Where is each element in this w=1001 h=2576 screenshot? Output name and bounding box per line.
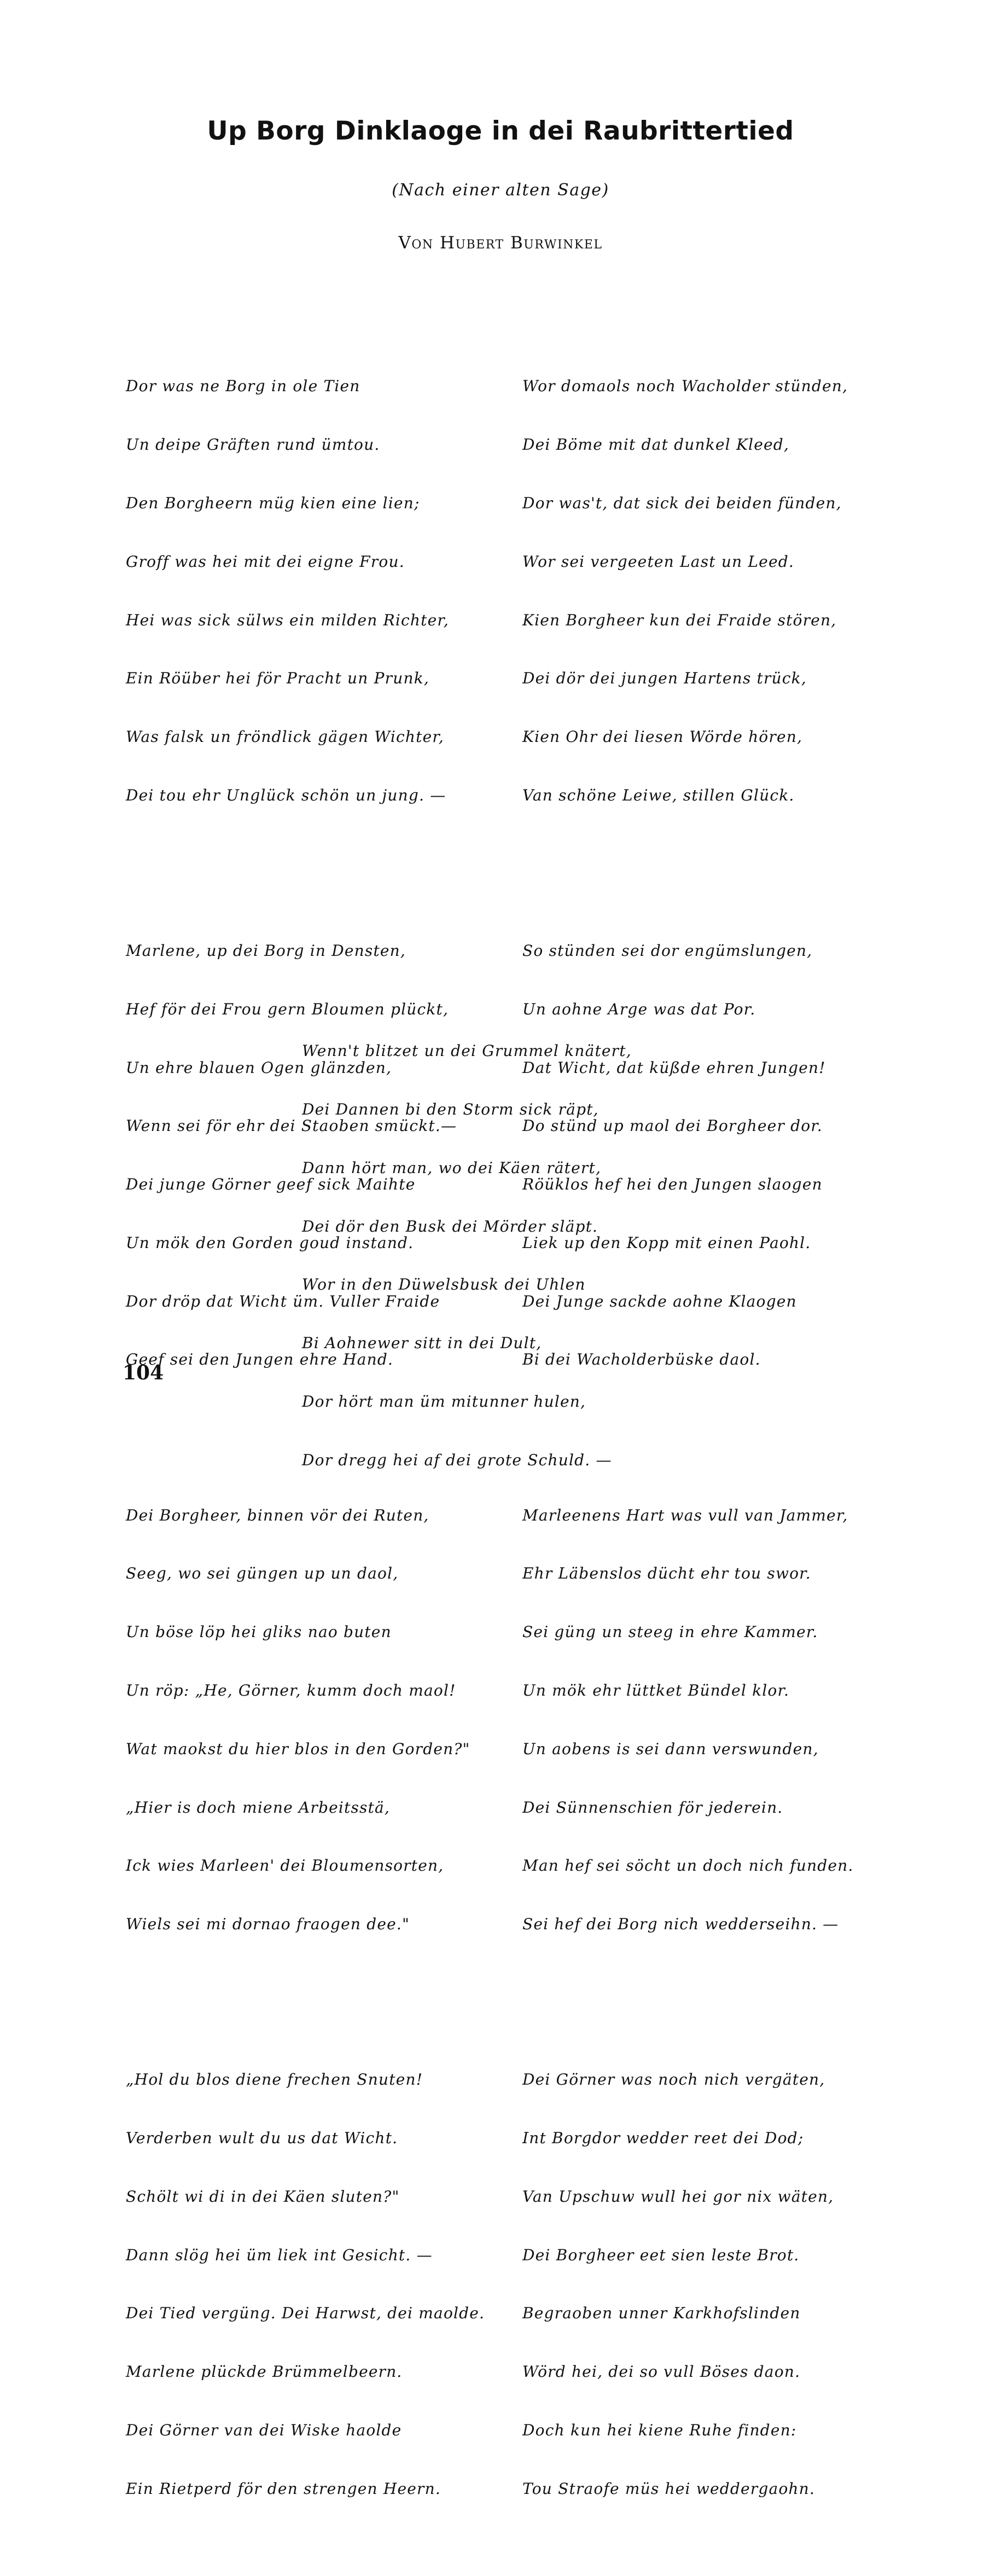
page-title: Up Borg Dinklaoge in dei Raubrittertied	[207, 116, 794, 146]
verse-line: Dann hört man, wo dei Käen rätert,	[302, 1158, 602, 1177]
verse-line: Doch kun hei kiene Ruhe finden:	[522, 2421, 797, 2439]
verse-line: Dei Borgheer, binnen vör dei Ruten,	[126, 1506, 429, 1524]
verse-line: Hei was sick sülws ein milden Richter,	[126, 611, 449, 629]
verse-line: Dor was ne Borg in ole Tien	[126, 377, 360, 396]
verse-line: Wor domaols noch Wacholder stünden,	[522, 377, 848, 396]
verse-line: Do stünd up maol dei Borgheer dor.	[522, 1117, 823, 1135]
verse-line: Marlene, up dei Borg in Densten,	[126, 942, 406, 960]
verse-line: Geef sei den Jungen ehre Hand.	[126, 1350, 394, 1369]
stanza	[522, 2031, 853, 2537]
verse-line: Dor dröp dat Wicht üm. Vuller Fraide	[126, 1292, 440, 1310]
verse-line: Un deipe Gräften rund ümtou.	[126, 436, 380, 454]
verse-line: Dei Görner van dei Wiske haolde	[126, 2421, 402, 2439]
stanza	[522, 1466, 853, 1972]
verse-line: „Hier is doch miene Arbeitsstä,	[126, 1798, 391, 1817]
verse-line: Ein Rietperd för den strengen Heern.	[126, 2479, 441, 2498]
verse-line: Dei tou ehr Unglück schön un jung. —	[126, 786, 446, 804]
verse-line: Dor hört man üm mitunner hulen,	[302, 1392, 586, 1411]
verse-line: Kien Borgheer kun dei Fraide stören,	[522, 611, 837, 629]
verse-line: Wiels sei mi dornao fraogen dee."	[126, 1915, 410, 1934]
verse-line: Un mök den Gorden goud instand.	[126, 1233, 414, 1252]
verse-line: Dei junge Görner geef sick Maihte	[126, 1175, 416, 1194]
verse-line: Sei güng un steeg in ehre Kammer.	[522, 1623, 818, 1641]
stanza	[126, 338, 485, 844]
verse-line: So stünden sei dor engümslungen,	[522, 942, 813, 960]
verse-line: Begraoben unner Karkhofslinden	[522, 2304, 801, 2323]
verse-line: Was falsk un fröndlick gägen Wichter,	[126, 728, 444, 746]
verse-line: Dei dör den Busk dei Mörder släpt.	[302, 1217, 598, 1235]
verse-line: Hef för dei Frou gern Bloumen plückt,	[126, 1000, 449, 1018]
verse-line: Sei hef dei Borg nich wedderseihn. —	[522, 1915, 839, 1934]
verse-line: „Hol du blos diene frechen Snuten!	[126, 2070, 423, 2089]
verse-line: Den Borgheern müg kien eine lien;	[126, 494, 420, 512]
verse-line: Dei Tied vergüng. Dei Harwst, dei maolde.	[126, 2304, 485, 2323]
verse-line: Dann slög hei üm liek int Gesicht. —	[126, 2246, 433, 2264]
verse-line: Wor in den Düwelsbusk dei Uhlen	[302, 1275, 586, 1294]
verse-line: Schölt wi di in dei Käen sluten?"	[126, 2187, 400, 2206]
verse-line: Dei Sünnenschien för jederein.	[522, 1798, 783, 1817]
verse-line: Int Borgdor wedder reet dei Dod;	[522, 2129, 804, 2148]
stanza	[522, 338, 853, 844]
verse-line: Van schöne Leiwe, stillen Glück.	[522, 786, 795, 804]
stanza	[126, 2031, 485, 2537]
verse-line: Liek up den Kopp mit einen Paohl.	[522, 1233, 811, 1252]
verse-line: Un aohne Arge was dat Por.	[522, 1000, 756, 1018]
verse-line: Kien Ohr dei liesen Wörde hören,	[522, 728, 803, 746]
verse-line: Groff was hei mit dei eigne Frou.	[126, 552, 405, 571]
verse-line: Man hef sei söcht un doch nich funden.	[522, 1856, 854, 1875]
verse-line: Dat Wicht, dat küßde ehren Jungen!	[522, 1058, 826, 1077]
verse-line: Bi Aohnewer sitt in dei Dult,	[302, 1334, 542, 1353]
verse-line: Marleenens Hart was vull van Jammer,	[522, 1506, 848, 1524]
verse-line: Dei Borgheer eet sien leste Brot.	[522, 2246, 800, 2264]
verse-line: Ick wies Marleen' dei Bloumensorten,	[126, 1856, 444, 1875]
verse-line: Röüklos hef hei den Jungen slaogen	[522, 1175, 823, 1194]
subtitle: (Nach einer alten Sage)	[392, 181, 609, 200]
verse-line: Dei Görner was noch nich vergäten,	[522, 2070, 825, 2089]
verse-line: Van Upschuw wull hei gor nix wäten,	[522, 2187, 834, 2206]
verse-line: Dei Dannen bi den Storm sick räpt,	[302, 1100, 599, 1118]
verse-line: Dei Junge sackde aohne Klaogen	[522, 1292, 797, 1310]
author-byline: Von Hubert Burwinkel	[398, 233, 603, 253]
final-stanza	[302, 1002, 632, 1489]
verse-line: Un röp: „He, Görner, kumm doch maol!	[126, 1681, 456, 1699]
verse-line: Wor sei vergeeten Last un Leed.	[522, 552, 794, 571]
verse-line: Wörd hei, dei so vull Böses daon.	[522, 2363, 801, 2381]
verse-line: Un ehre blauen Ogen glänzden,	[126, 1058, 392, 1077]
verse-line: Wenn sei för ehr dei Staoben smückt.—	[126, 1117, 457, 1135]
verse-line: Dei dör dei jungen Hartens trück,	[522, 669, 807, 688]
verse-line: Ein Röüber hei för Pracht un Prunk,	[126, 669, 429, 688]
verse-line: Wenn't blitzet un dei Grummel knätert,	[302, 1042, 632, 1060]
verse-line: Ehr Läbenslos dücht ehr tou swor.	[522, 1564, 811, 1583]
verse-line: Wat maokst du hier blos in den Gorden?"	[126, 1739, 470, 1758]
page-number: 104	[123, 1361, 164, 1384]
stanza	[126, 1466, 485, 1972]
verse-line: Dei Böme mit dat dunkel Kleed,	[522, 436, 789, 454]
verse-line: Marlene plückde Brümmelbeern.	[126, 2363, 403, 2381]
verse-line: Dor was't, dat sick dei beiden fünden,	[522, 494, 842, 512]
verse-line: Verderben wult du us dat Wicht.	[126, 2129, 398, 2148]
verse-line: Un böse löp hei gliks nao buten	[126, 1623, 392, 1641]
verse-line: Tou Straofe müs hei weddergaohn.	[522, 2479, 815, 2498]
verse-line: Bi dei Wacholderbüske daol.	[522, 1350, 761, 1369]
verse-line: Dor dregg hei af dei grote Schuld. —	[302, 1451, 612, 1469]
verse-line: Un mök ehr lüttket Bündel klor.	[522, 1681, 790, 1699]
verse-line: Un aobens is sei dann verswunden,	[522, 1739, 819, 1758]
verse-line: Seeg, wo sei güngen up un daol,	[126, 1564, 399, 1583]
